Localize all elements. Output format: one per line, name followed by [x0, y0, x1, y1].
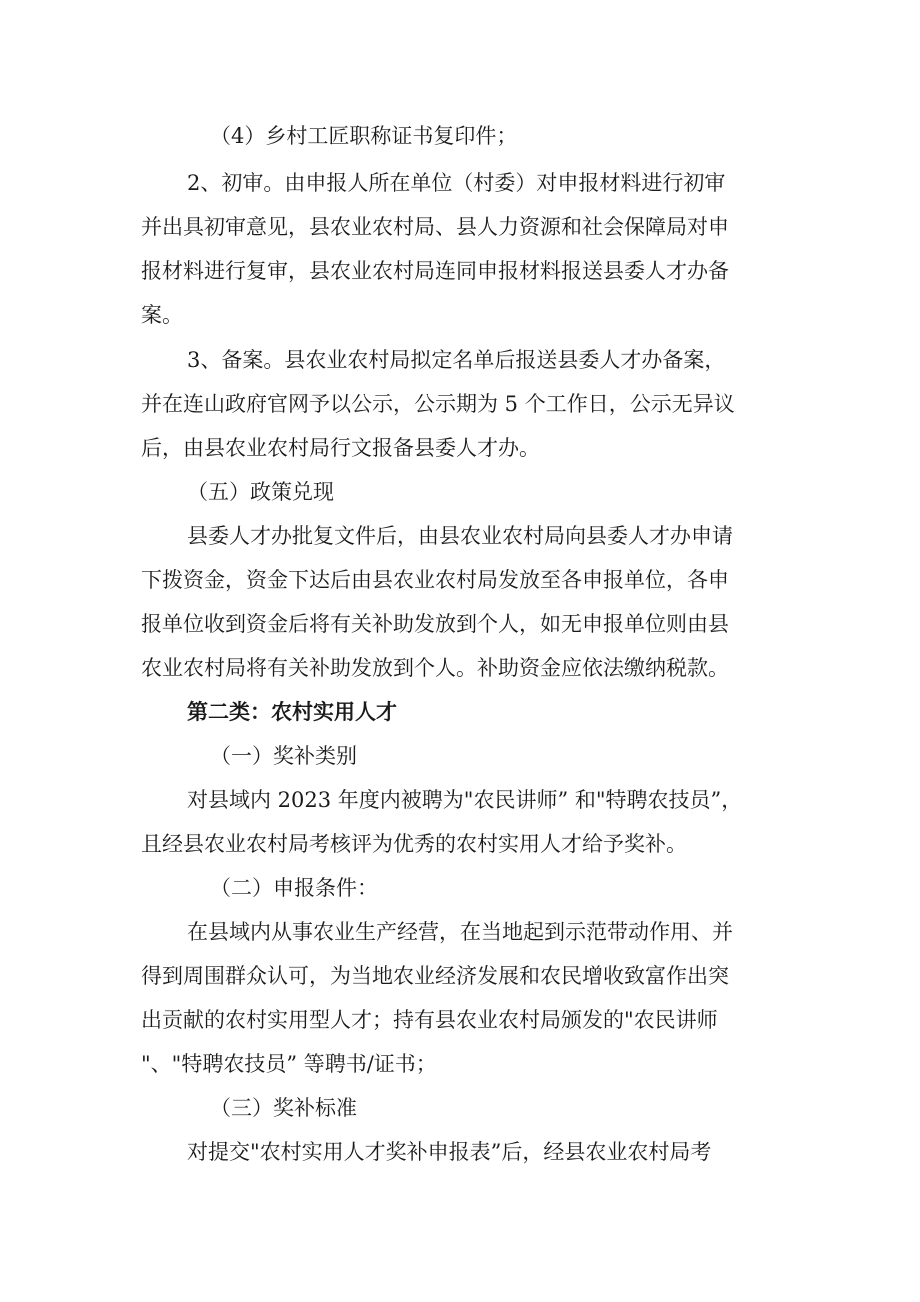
paragraph-line: 对县域内 2023 年度内被聘为"农民讲师” 和"特聘农技员”，	[187, 788, 743, 812]
paragraph-line: "、"特聘农技员” 等聘书/证书；	[141, 1052, 437, 1076]
section-heading: （三）奖补标准	[210, 1096, 357, 1120]
paragraph-line: 出贡献的农村实用型人才；持有县农业农村局颁发的"农民讲师	[141, 1008, 718, 1032]
paragraph-line: 县委人才办批复文件后，由县农业农村局向县委人才办申请	[187, 524, 733, 548]
paragraph-line: 并出具初审意见，县农业农村局、县人力资源和社会保障局对申	[141, 215, 729, 239]
paragraph-line: 后，由县农业农村局行文报备县委人才办。	[141, 436, 540, 460]
list-item-4: （4）乡村工匠职称证书复印件；	[210, 124, 518, 148]
section-heading: （二）申报条件：	[210, 876, 378, 900]
category-heading: 第二类：农村实用人才	[187, 700, 397, 724]
paragraph-line: 得到周围群众认可，为当地农业经济发展和农民增收致富作出突	[141, 964, 729, 988]
paragraph-line: 农业农村局将有关补助发放到个人。补助资金应依法缴纳税款。	[141, 656, 729, 680]
paragraph-line: 并在连山政府官网予以公示，公示期为 5 个工作日，公示无异议	[141, 392, 735, 416]
paragraph-line: 且经县农业农村局考核评为优秀的农村实用人才给予奖补。	[141, 832, 687, 856]
paragraph-line: 下拨资金，资金下达后由县农业农村局发放至各申报单位，各申	[141, 568, 729, 592]
paragraph-line: 对提交"农村实用人才奖补申报表”后，经县农业农村局考	[187, 1140, 712, 1164]
paragraph-line: 2、初审。由申报人所在单位（村委）对申报材料进行初审	[187, 171, 726, 195]
section-heading: （一）奖补类别	[210, 744, 357, 768]
paragraph-line: 报单位收到资金后将有关补助发放到个人，如无申报单位则由县	[141, 612, 729, 636]
paragraph-line: 在县域内从事农业生产经营，在当地起到示范带动作用、并	[187, 920, 733, 944]
paragraph-line: 3、备案。县农业农村局拟定名单后报送县委人才办备案，	[187, 348, 726, 372]
section-heading: （五）政策兑现	[187, 480, 334, 504]
paragraph-line: 报材料进行复审，县农业农村局连同申报材料报送县委人才办备	[141, 259, 729, 283]
paragraph-line: 案。	[141, 303, 183, 327]
